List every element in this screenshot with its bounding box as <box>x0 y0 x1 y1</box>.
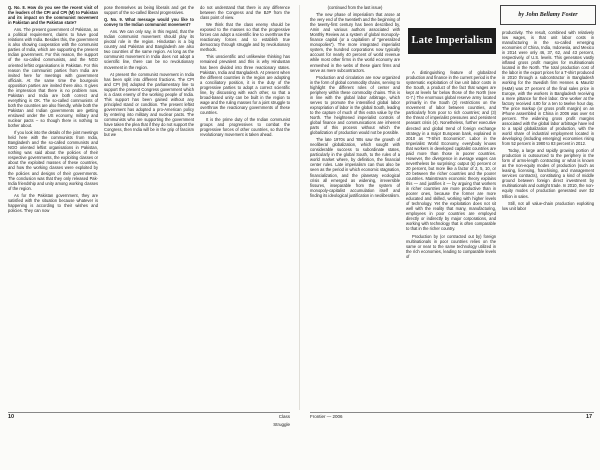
right-page-number: 17 <box>586 414 593 420</box>
question-8: Q. No. 8. How do you see the recent visit of the leaders of the CPI and CPI (M) to Pakistan and its impact on the communist movement in Pakistan and the Pakistan state? <box>8 5 98 26</box>
column-3-paragraph-2: We think that the class enemy should be exposed to the masses so that the progressive forces can adopt a scientific line to overthrow the reactionary forces and to establish true democracy through struggle and by revolutionary methods. <box>200 22 290 53</box>
page-gutter <box>299 5 300 410</box>
left-footer-label: Class Struggle <box>273 414 290 427</box>
left-page-number: 10 <box>8 414 15 420</box>
answer-9: Ans. We can only say, in this regard, that the Indian communist movement should play its pivotal role in the region. Hindustan is a big country and Pakistan and Bangladesh are also two countries of the same region. As long as the communist movement in India does not adopt a scientific line, there can be no revolutionary movement in the region. <box>104 29 194 70</box>
article-title-banner: Late Imperialism <box>408 28 496 54</box>
answer-8-paragraph-3: As for the Pakistan government, they are satisfied with the situation because whatever is happening is according to their wishes and policies. They can now <box>8 192 98 213</box>
column-2-paragraph-1: pose themselves as being liberals and get the support of the so-called liberal progressives. <box>104 5 194 16</box>
left-column-1 <box>8 5 98 405</box>
right-column-3-paragraph-1: productivity. The result, combined with relatively low wages, is that unit labor costs in manufacturing in the so-called emerging economies of China, India, Indonesia, and Mexico in 2014 were only 46, 37, 62, and 43 percent, respectively, of U.S. levels. This generates vastly inflated gross profit margins for multinationals located in the North. The total production cost of the labor in the export prices for a T-shirt produced in 2010 through a subcontractor in Bangladesh working for the Swedish firm Hennes & Mauritz (H&M) was 27 percent of the final sales price in Europe, with the workers in Bangladesh receiving a mere pittance for their labor. One worker at the factory received 4.80 for a ten to twelve hour day. The price markup (or gross profit margin) on an iPhone assembled in China in 2006 was over 64 percent. The widening gross profit margins associated with the global labor arbitrage have led to a rapid globalization of production, with the world share of industrial employment located in developing (including emerging) economies rising from 52 percent in 1980 to 83 percent in 2012. <box>502 30 594 147</box>
left-column-3 <box>200 5 290 405</box>
right-column-1-paragraph-2: Production and circulation are now organized in the form of global commodity chains, serving to highlight the different roles of center and periphery within these commodity chains. This is in line with the global labor arbitrage, which serves to promote the intensified global labor expropriation of labor in the global South, leading to the capture of much of this extra value by the North. The heightened imperialist controls of global finance and communications are inherent parts of this process without which the globalization of production would not be possible. <box>310 74 400 136</box>
right-column-2-paragraph-2: Production by (or contracted out by) foreign multinationals in poor countries relies on the same or near to the same technology utilized in the rich economies, leading to comparable levels of <box>406 233 496 259</box>
right-column-3 <box>502 30 594 430</box>
column-3-paragraph-4: It is the prime duty of the Indian communist groups and progressives to combat the progressive forces of other countries, so that the revolutionary movement is taken ahead. <box>200 116 290 138</box>
column-3-paragraph-1: do not understand that there is any difference between the Congress and the BJP from the class point of view. <box>200 5 290 21</box>
answer-8-paragraph-2: If you look into the details of the joint meetings held here with the communists from India, Bangladesh and the so-called communists and NGO oriented leftist organisations in Pakistan, nothing was said about the policies of their respective governments, the exploiting classes or about the exploited masses of these countries, and how the working classes were exploited by the policies and designs of their governments. The conclusion was that they only released Pak-India friendship and unity among working classes of the region. <box>8 130 98 191</box>
right-column-1-paragraph-3: The late 1970s and '80s saw the growth of neoliberal globalization, which sought with considerable success to subordinate states, particularly in the global South, to the rules of a world market where, by definition, the financial center rules. Late imperialism can thus also be seen as the period in which economic stagnation, financialization, and the planetary ecological crisis all emerged as widening, irreversible fissures, inseparable from the system of monopoly-capitalist accumulation itself and finding its ideological justification in neoliberalism. <box>310 137 400 198</box>
question-9: Q. No. 9. What message would you like to convey to the Indian communist movement? <box>104 17 194 28</box>
right-column-1-paragraph-1: The new phase of imperialism that arose at the very end of the twentieth and the beginning of the twenty-first century has been described by, Amin and various authors associated with Monthly Review as a system of global monopoly-finance capital (or a capitalism of “generalized monopolies”). The more integrated imperialist system, the hundred corporations now typically account for nearly 40 percent of world revenue while most other firms in the world economy are enmeshed in the webs of these giant firms and serve as mere subcontractors. <box>310 12 400 73</box>
right-column-3-paragraph-3: Still, not all value-chain production exploiting low unit labor <box>502 200 594 211</box>
right-footer-rule <box>310 412 594 413</box>
answer-8: Ans. The present government of Pakistan, as a political requirement, claims to have good relations with India. Besides this, the government is also showing cooperation with the communist parties of India, which are supporting the present Indian government. For this reason, the support of the so-called communists, and the NGO oriented leftist organisations in Pakistan. For this reason the communist parties from India are invited here for meetings with government officials. At the same time the bourgeois opposition parties are invited there also. It gives the impression that there is no problem now. Pakistan and India are both correct and everything is OK. The so-called communists of both the countries are also friendly, while both the Pakistan and Indian governments are getting enslaved under the US economy, military and nuclear pacts – so though there is nothing to bother about. <box>8 27 98 129</box>
column-3-paragraph-3: This unscientific and unlikewise thinking has remained prevalent and this is why Hindustan has been divided into three reactionary states. Pakistan, India and Bangladesh. At present when the different countries in the region are adopting a conciliatory position, it is the duty of the progressive parties to adopt a correct scientific line, by discussing with each other, so that a broad-based unity can be built in the region to wage and the ruling masses for a joint struggle to overthrow the reactionary governments of these countries. <box>200 54 290 115</box>
left-column-2 <box>104 5 194 405</box>
right-column-2 <box>406 70 496 470</box>
continued-note: (continued from the last issue) <box>327 5 383 10</box>
right-column-1 <box>310 5 400 405</box>
left-footer-rule <box>8 412 290 413</box>
right-column-3-paragraph-2: Today, a large and rapidly growing portion of production is outsourced to the periphery in the form of arms-length contracting or what is known as the non-equity modes of production (such as leasing, licensing, franchising, and management services contracts), constituting a kind of middle ground between foreign direct investment by multinationals and outright trade. In 2010, the non-equity modes of production generated over $2 trillion in sales. <box>502 148 594 199</box>
article-byline: by John Bellamy Foster <box>500 5 596 25</box>
right-column-2-paragraph-1: A distinguishing feature of globalized production and finance in the current period is the systematic exploitation of low unit labor costs in the South, a product of the fact that wages are kept at levels far below those of the North (see G-7.) The enormous global reserve army located primarily in the South (2) restrictions on the movement of labor between countries, and particularly from poor to rich countries; and (3) the threat of imperialist pressures and persistent peasant crisis (4). Nonetheless, further executive directed and global trend of foreign exchange strategy in a major European bank, explained in 2010 as “T-Shirt Economics”. Labor in the Imperialist World Economy, everybody knows that workers in developed capitalist countries are paid more than those in poorer countries. However, the divergence in average wages can nevertheless be surprising: output (£) percent or 20 percent, but more like a factor of 2, 5, 10, or 20 between the richer countries and the poorer countries. Mainstream economic theory explains this — and justifies it — by arguing that workers in richer countries are more productive than in poorer ones, because the former are more educated and skilled, working with higher levels of technology. Yet the exploitation does not sit well with the reality that many, manufacturing, employees in poor countries are employed directly or indirectly by major corporations, and working with technology that is often comparable to that in the richer country. <box>406 70 496 232</box>
answer-9-paragraph-2: At present the communist movement in India has been split into different fractions. The CPI and CPI (M) adopted the parliamentary line to support the present Congress government which is a class enemy of the working people of India. This support has been gained without any principled stand or condition. The present leftist government has adopted a pro-American policy by entering into military and nuclear pacts. The communists who are supporting the government have taken the plea that if they do not support the Congress, then India will be in the grip of fascism but we <box>104 71 194 138</box>
right-footer-label: Frontier — 2006 <box>310 414 343 419</box>
